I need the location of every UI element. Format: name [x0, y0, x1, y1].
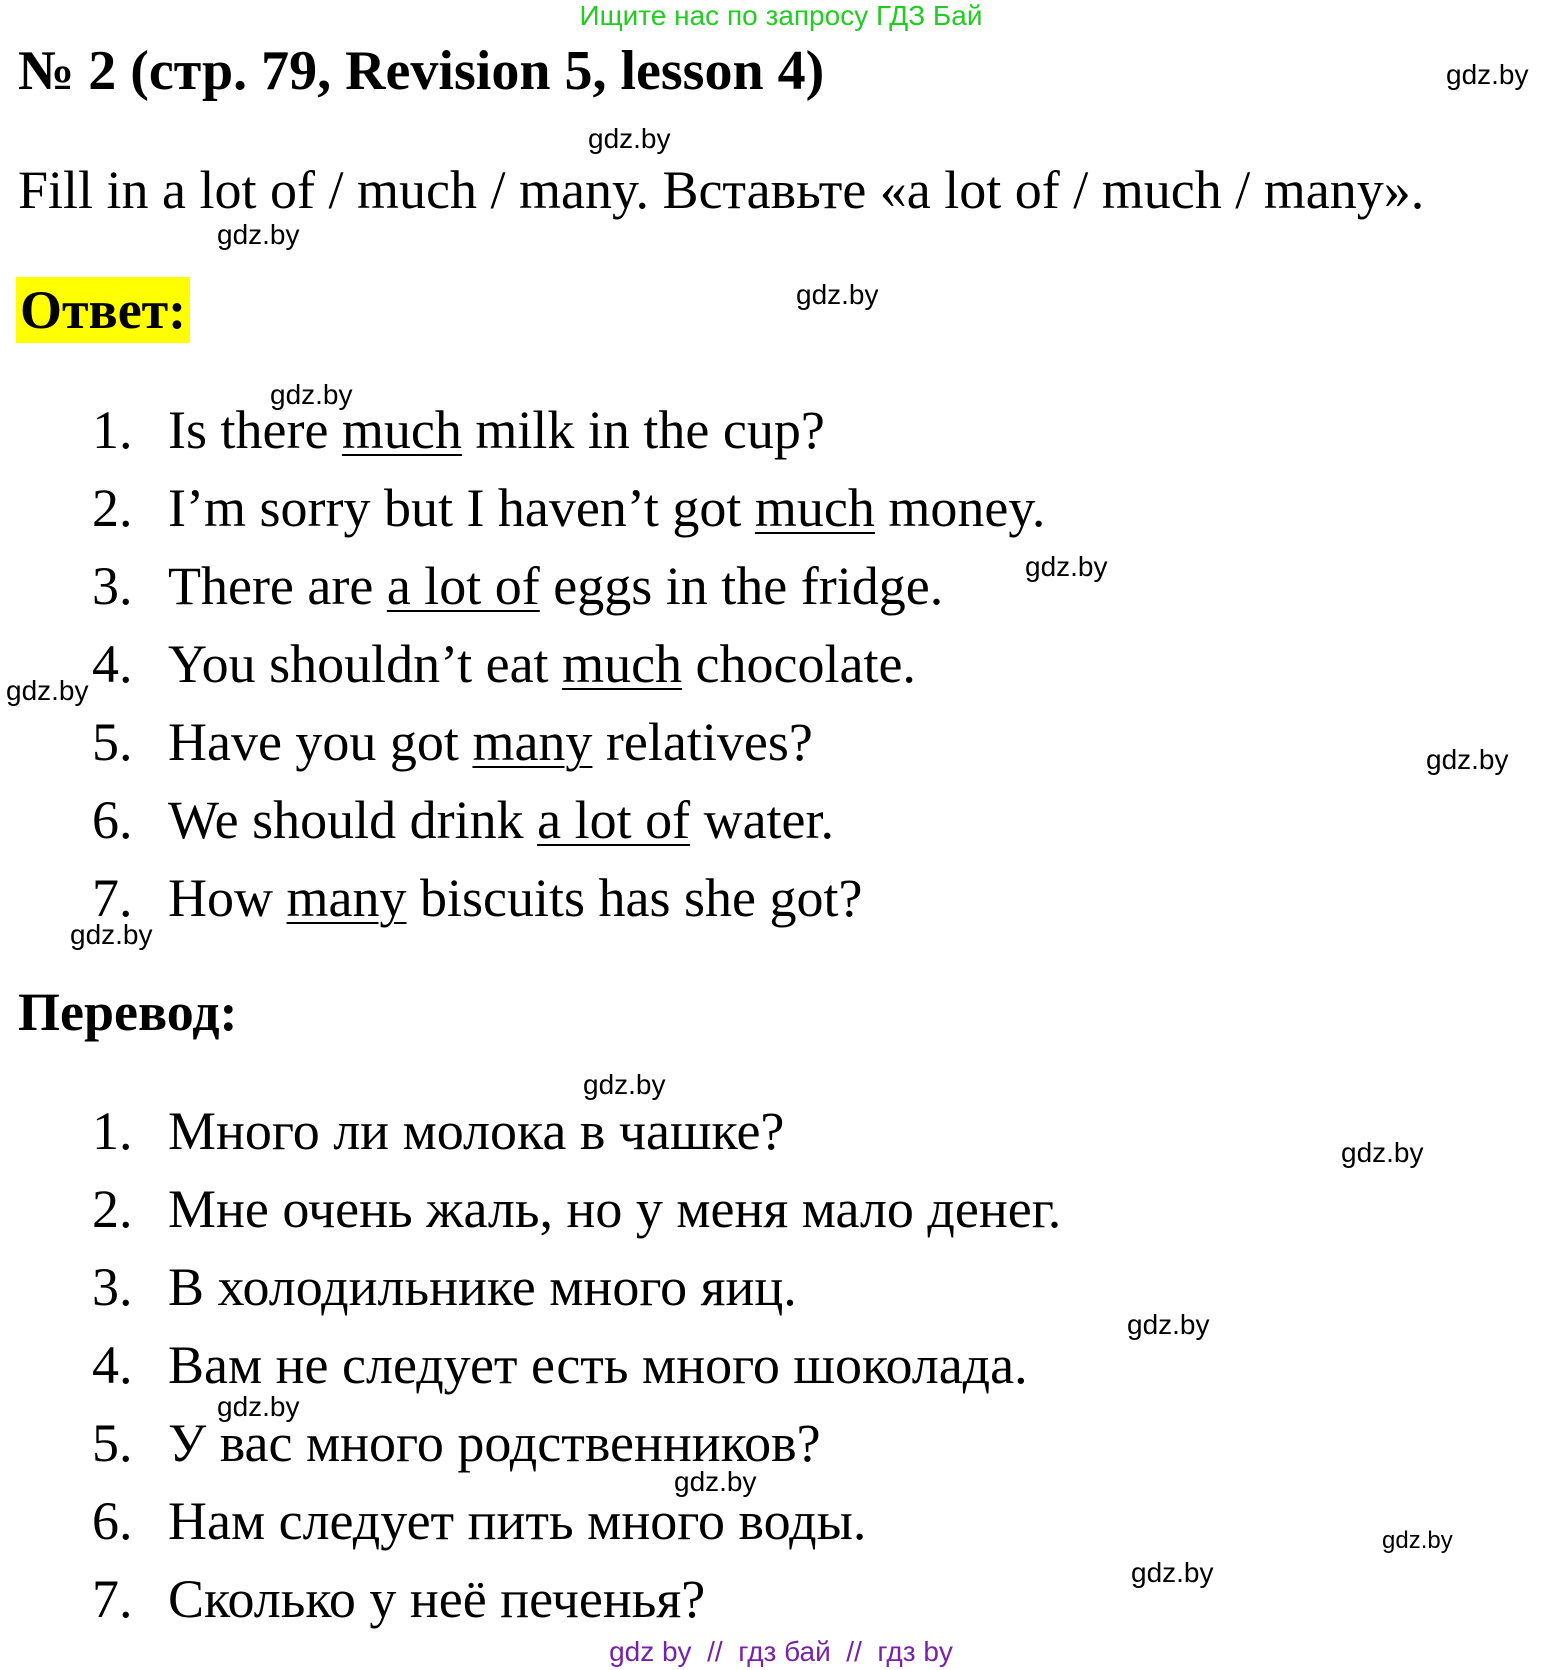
- watermark: gdz.by: [1446, 59, 1529, 90]
- translation-sentence: В холодильнике много яиц.: [168, 1257, 797, 1317]
- answer-word: much: [341, 400, 462, 460]
- watermark: gdz.by: [583, 1069, 666, 1100]
- item-number: 2.: [92, 1179, 133, 1239]
- watermark: gdz.by: [6, 675, 89, 706]
- item-number: 3.: [92, 556, 133, 616]
- translation-sentence: У вас много родственников?: [168, 1413, 821, 1473]
- watermark: gdz.by: [796, 279, 879, 310]
- item-sentence: How many biscuits has she got?: [168, 868, 863, 928]
- watermark: gdz.by: [588, 123, 671, 154]
- watermark: gdz.by: [1127, 1309, 1210, 1340]
- answer-word: much: [562, 634, 683, 694]
- answer-word: many: [472, 712, 593, 772]
- watermark: gdz.by: [1341, 1137, 1424, 1168]
- item-number: 4.: [92, 1335, 133, 1395]
- answer-word: many: [286, 868, 407, 928]
- search-banner[interactable]: Ищите нас по запросу ГДЗ Бай: [579, 0, 983, 31]
- answer-word: much: [754, 478, 875, 538]
- answer-label: Ответ:: [16, 277, 190, 343]
- item-number: 4.: [92, 634, 133, 694]
- translation-sentence: Сколько у неё печенья?: [168, 1569, 706, 1629]
- footer-links[interactable]: gdz by // гдз бай // гдз by: [609, 1636, 953, 1667]
- item-number: 7.: [92, 868, 133, 928]
- watermark: gdz.by: [217, 1391, 300, 1422]
- watermark: gdz.by: [1382, 1527, 1453, 1554]
- translation-sentence: Вам не следует есть много шоколада.: [168, 1335, 1028, 1395]
- answer-word: a lot of: [386, 556, 540, 616]
- translation-sentence: Мне очень жаль, но у меня мало денег.: [168, 1179, 1062, 1239]
- item-sentence: You shouldn’t eat much chocolate.: [168, 634, 916, 694]
- watermark: gdz.by: [674, 1466, 757, 1497]
- translation-label: Перевод:: [18, 982, 238, 1042]
- translation-sentence: Нам следует пить много воды.: [168, 1491, 867, 1551]
- watermark: gdz.by: [1131, 1557, 1214, 1588]
- watermark: gdz.by: [270, 379, 353, 410]
- item-sentence: Is there much milk in the cup?: [168, 400, 825, 460]
- item-number: 5.: [92, 712, 133, 772]
- task-instruction: Fill in a lot of / much / many. Вставьте «a lot of / much / many».: [18, 160, 1425, 220]
- item-number: 2.: [92, 478, 133, 538]
- item-number: 1.: [92, 1101, 133, 1161]
- watermark: gdz.by: [217, 219, 300, 250]
- item-number: 6.: [92, 1491, 133, 1551]
- translation-sentence: Много ли молока в чашке?: [168, 1101, 785, 1161]
- item-sentence: Have you got many relatives?: [168, 712, 813, 772]
- item-number: 7.: [92, 1569, 133, 1629]
- watermark: gdz.by: [1426, 744, 1509, 775]
- watermark: gdz.by: [1025, 551, 1108, 582]
- item-sentence: We should drink a lot of water.: [168, 790, 835, 850]
- item-sentence: There are a lot of eggs in the fridge.: [168, 556, 944, 616]
- item-number: 5.: [92, 1413, 133, 1473]
- item-number: 6.: [92, 790, 133, 850]
- item-number: 1.: [92, 400, 133, 460]
- item-number: 3.: [92, 1257, 133, 1317]
- item-sentence: I’m sorry but I haven’t got much money.: [168, 478, 1046, 538]
- page-title: № 2 (стр. 79, Revision 5, lesson 4): [18, 40, 825, 102]
- answer-word: a lot of: [537, 790, 691, 850]
- watermark: gdz.by: [70, 919, 153, 950]
